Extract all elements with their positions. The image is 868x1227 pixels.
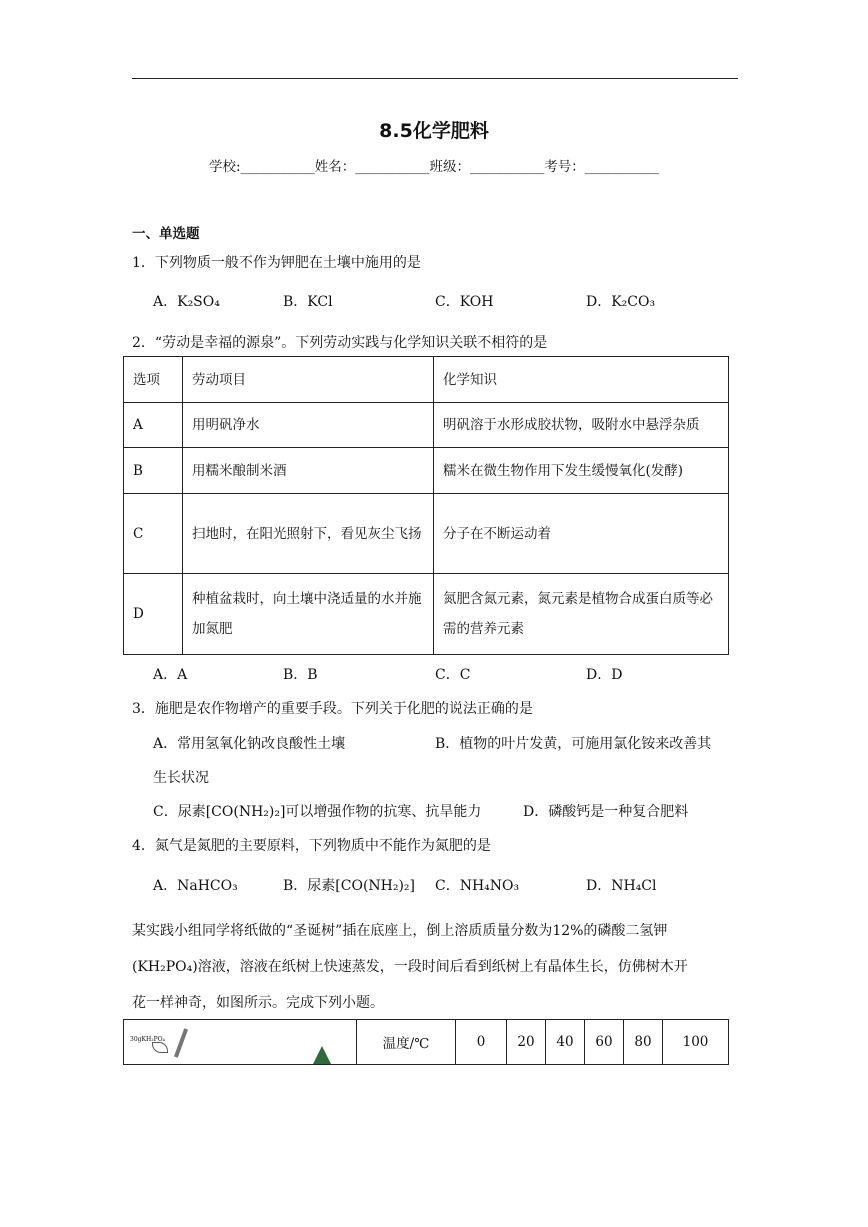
table-cell: 80 <box>624 1020 663 1065</box>
table-cell: 0 <box>456 1020 507 1065</box>
table-cell: 氮肥含氮元素，氮元素是植物合成蛋白质等必需的营养元素 <box>434 574 729 655</box>
passage-line: (KH₂PO₄)溶液，溶液在纸树上快速蒸发，一段时间后看到纸树上有晶体生长，仿佛树木开 <box>132 959 688 975</box>
q3-option-b-cont: 生长状况 <box>153 770 209 786</box>
temperature-label: 温度/℃ <box>357 1020 456 1065</box>
table-header-cell: 选项 <box>124 357 183 403</box>
q2-option-c[interactable]: C．C <box>435 667 471 683</box>
q3-option-c[interactable]: C．尿素[CO(NH₂)₂]可以增强作物的抗寒、抗旱能力 <box>153 804 482 820</box>
q1-option-c[interactable]: C．KOH <box>435 294 494 310</box>
q2-option-b[interactable]: B．B <box>283 667 318 683</box>
q4-option-a[interactable]: A．NaHCO₃ <box>153 878 238 894</box>
question-2-table <box>123 356 729 655</box>
table-row <box>124 403 729 448</box>
q3-option-a[interactable]: A．常用氢氧化钠改良酸性土壤 <box>153 736 346 752</box>
section-heading: 一、单选题 <box>132 226 200 242</box>
table-cell: A <box>124 403 183 448</box>
q1-option-a[interactable]: A．K₂SO₄ <box>153 294 220 310</box>
table-cell: D <box>124 574 183 655</box>
q2-option-a[interactable]: A．A <box>153 667 188 683</box>
q3-option-b[interactable]: B．植物的叶片发黄，可施用氯化铵来改善其 <box>435 736 712 752</box>
table-cell: 分子在不断运动着 <box>434 494 729 574</box>
table-cell: 明矾溶于水形成胶状物，吸附水中悬浮杂质 <box>434 403 729 448</box>
table-cell: 种植盆栽时，向土壤中浇适量的水并施加氮肥 <box>183 574 434 655</box>
student-info-line: 学校:___________姓名：___________班级：___________考号：___________ <box>208 159 660 175</box>
christmas-tree-icon <box>313 1046 331 1064</box>
table-header-cell: 化学知识 <box>434 357 729 403</box>
table-header-cell: 劳动项目 <box>183 357 434 403</box>
figure-label: 30gKH₂PO₄ <box>130 1036 165 1043</box>
passage-line: 某实践小组同学将纸做的“圣诞树”插在底座上，倒上溶质质量分数为12%的磷酸二氢钾 <box>132 923 668 939</box>
page-title: 8.5化学肥料 <box>379 120 489 142</box>
question-4-stem: 4．氮气是氮肥的主要原料，下列物质中不能作为氮肥的是 <box>132 838 491 854</box>
table-cell: 用糯米酿制米酒 <box>183 448 434 494</box>
table-row <box>124 494 729 574</box>
q2-option-d[interactable]: D．D <box>586 667 623 683</box>
q1-option-d[interactable]: D．K₂CO₃ <box>586 294 656 310</box>
table-cell: 糯米在微生物作用下发生缓慢氧化(发酵) <box>434 448 729 494</box>
q4-option-b[interactable]: B．尿素[CO(NH₂)₂] <box>283 878 416 894</box>
table-cell: 60 <box>585 1020 624 1065</box>
solubility-table <box>123 1019 729 1065</box>
table-cell: 扫地时，在阳光照射下，看见灰尘飞扬 <box>183 494 434 574</box>
question-2-stem: 2．“劳动是幸福的源泉”。下列劳动实践与化学知识关联不相符的是 <box>132 335 548 351</box>
question-1-stem: 1．下列物质一般不作为钾肥在土壤中施用的是 <box>132 255 421 271</box>
table-cell: 20 <box>507 1020 546 1065</box>
table-cell: C <box>124 494 183 574</box>
q1-option-b[interactable]: B．KCl <box>283 294 333 310</box>
header-rule <box>132 78 738 79</box>
q4-option-d[interactable]: D．NH₄Cl <box>586 878 657 894</box>
table-cell: B <box>124 448 183 494</box>
question-3-stem: 3．施肥是农作物增产的重要手段。下列关于化肥的说法正确的是 <box>132 701 533 717</box>
q3-option-d[interactable]: D．磷酸钙是一种复合肥料 <box>523 804 689 820</box>
table-row <box>124 574 729 655</box>
passage-line: 花一样神奇，如图所示。完成下列小题。 <box>132 995 384 1011</box>
table-cell: 100 <box>663 1020 729 1065</box>
table-cell: 40 <box>546 1020 585 1065</box>
q4-option-c[interactable]: C．NH₄NO₃ <box>435 878 520 894</box>
table-row <box>124 448 729 494</box>
table-cell: 用明矾净水 <box>183 403 434 448</box>
